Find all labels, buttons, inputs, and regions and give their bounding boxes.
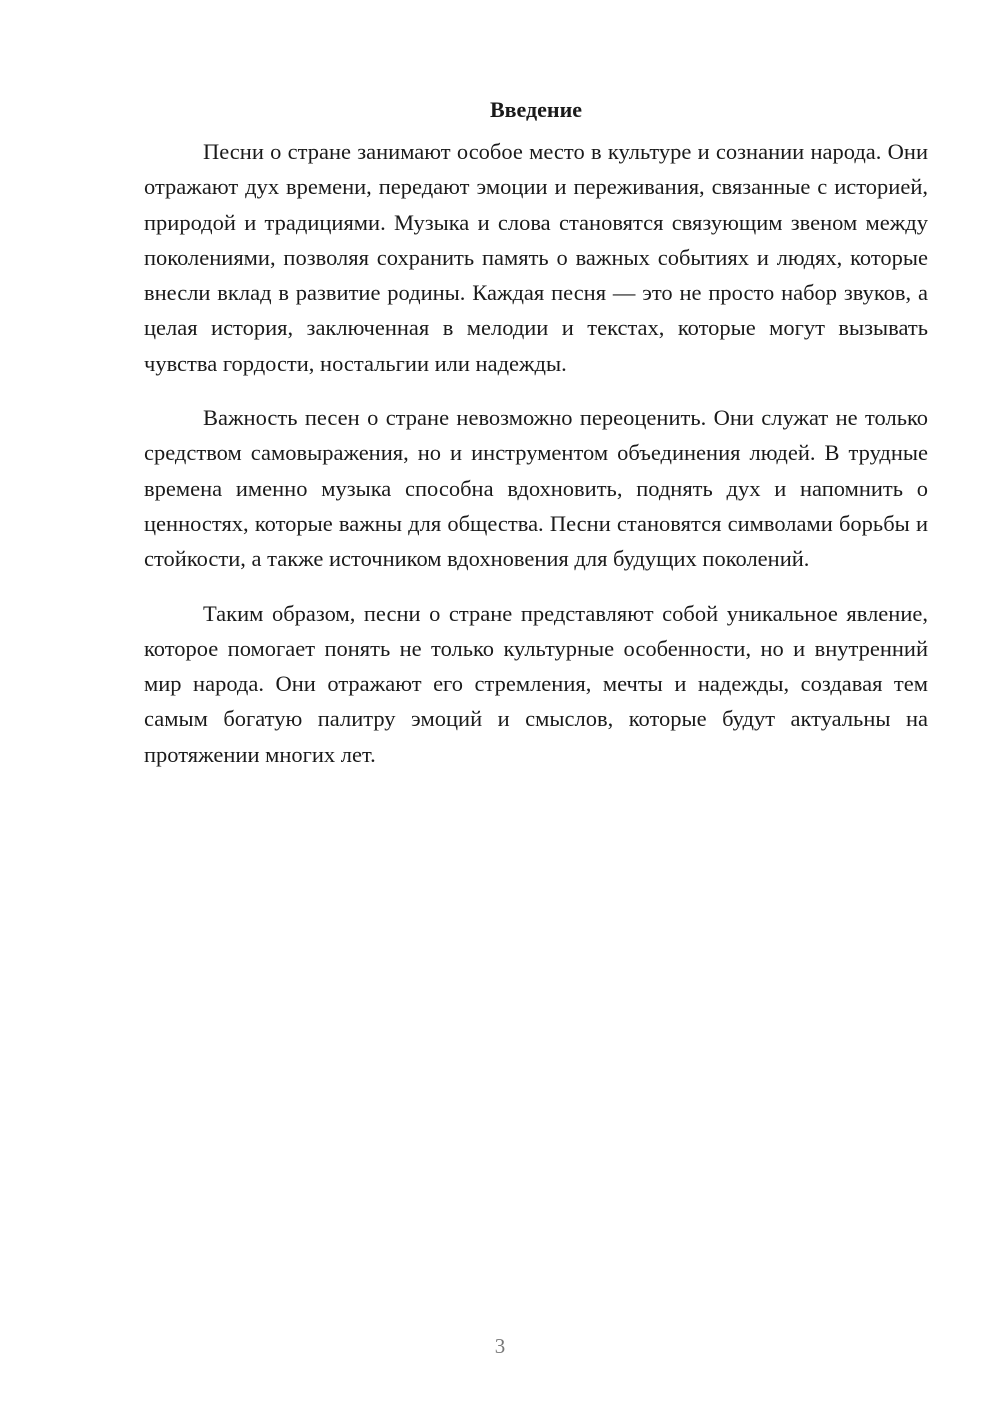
page-content <box>144 92 928 772</box>
page-number: 3 <box>494 1334 506 1358</box>
paragraph-3: Таким образом, песни о стране представляют собой уникальное явление, которое помогает понять не только культурные особенности, но и внутренний мир народа. Они отражают его стремления, мечты и надежды, создавая тем самым богатую палитру эмоций и смыслов, которые будут актуальны на протяжении многих лет. <box>144 600 928 767</box>
paragraph-1: Песни о стране занимают особое место в культуре и сознании народа. Они отражают дух времени, передают эмоции и переживания, связанные с историей, природой и традициями. Музыка и слова становятся связующим звеном между поколениями, позволяя сохранить память о важных событиях и людях, которые внесли вклад в развитие родины. Каждая песня — это не просто набор звуков, а целая история, заключенная в мелодии и текстах, которые могут вызывать чувства гордости, ностальгии или надежды. <box>144 139 928 376</box>
paragraph-2: Важность песен о стране невозможно переоценить. Они служат не только средством самовыражения, но и инструментом объединения людей. В трудные времена именно музыка способна вдохновить, поднять дух и напомнить о ценностях, которые важны для общества. Песни становятся символами борьбы и стойкости, а также источником вдохновения для будущих поколений. <box>144 405 928 572</box>
section-heading: Введение <box>489 97 583 122</box>
